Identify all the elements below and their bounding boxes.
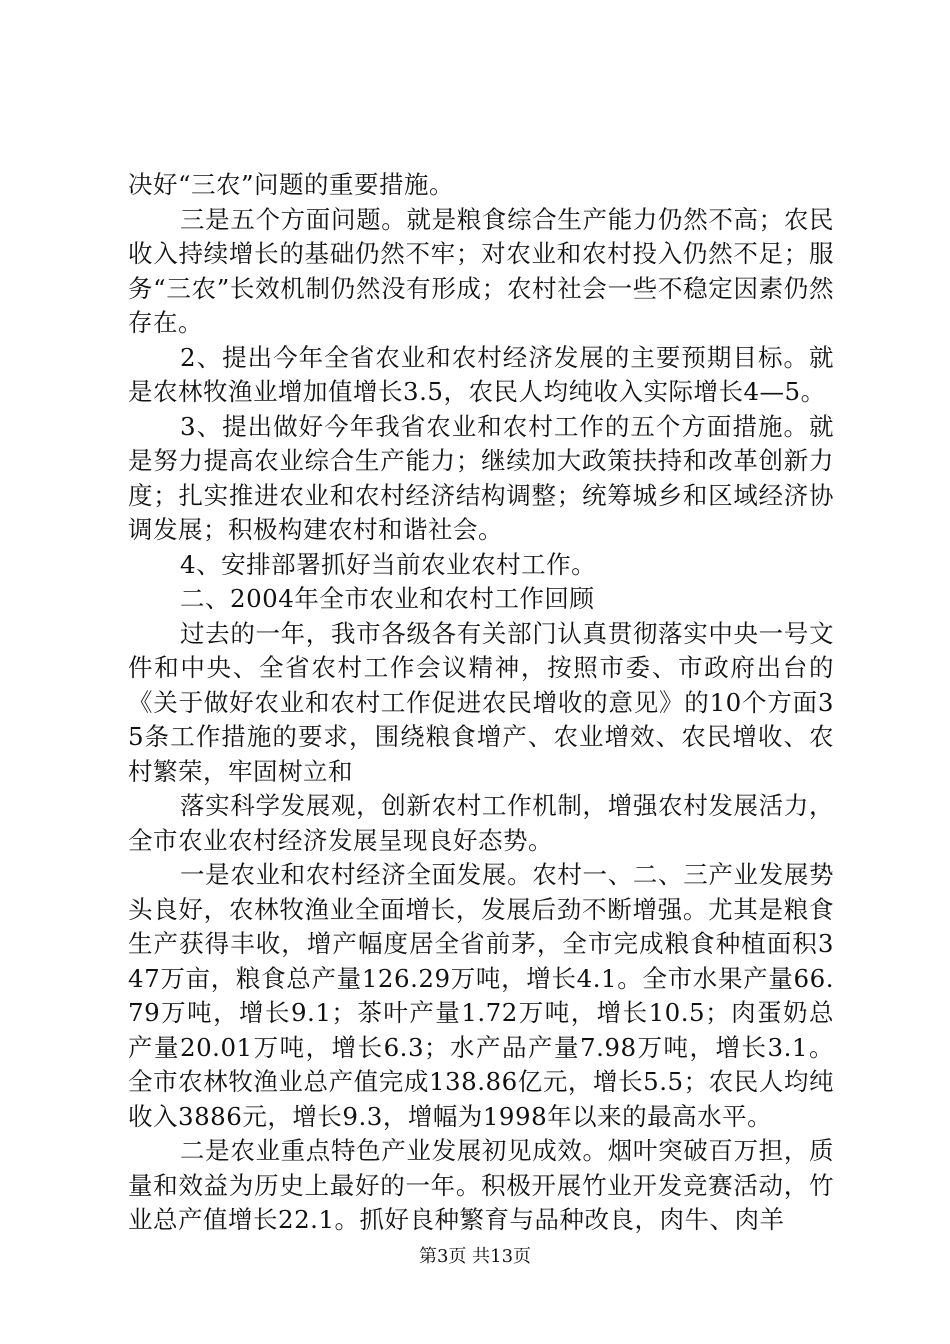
paragraph-2: 三是五个方面问题。就是粮食综合生产能力仍然不高；农民收入持续增长的基础仍然不牢；对农业和农村投入仍然不足；服务“三农”长效机制仍然没有形成；农村社会一些不稳定因素仍然存在。: [128, 204, 834, 337]
document-body: [128, 168, 834, 1238]
paragraph-4: 3、提出做好今年我省农业和农村工作的五个方面措施。就是努力提高农业综合生产能力；继续加大政策扶持和改革创新力度；扎实推进农业和农村经济结构调整；统筹城乡和区域经济协调发展；积极构建农村和谐社会。: [128, 411, 834, 544]
paragraph-10: 二是农业重点特色产业发展初见成效。烟叶突破百万担，质量和效益为历史上最好的一年。积极开展竹业开发竞赛活动，竹业总产值增长22.1。抓好良种繁育与品种改良，肉牛、肉羊: [128, 1136, 834, 1234]
paragraph-9: 一是农业和农村经济全面发展。农村一、二、三产业发展势头良好，农林牧渔业全面增长，发展后劲不断增强。尤其是粮食生产获得丰收，增产幅度居全省前茅，全市完成粮食种植面积347万亩，粮食总产量126.29万吨，增长4.1。全市水果产量66.79万吨，增长9.1；茶叶产量1.72万吨，增长10.5；肉蛋奶总产量20.01万吨，增长6.3；水产品产量7.98万吨，增长3.1。全市农林牧渔业总产值完成138.86亿元，增长5.5；农民人均纯收入3886元，增长9.3，增幅为1998年以来的最高水平。: [128, 860, 834, 1131]
paragraph-7: 过去的一年，我市各级各有关部门认真贯彻落实中央一号文件和中央、全省农村工作会议精神，按照市委、市政府出台的《关于做好农业和农村工作促进农民增收的意见》的10个方面35条工作措施的要求，围绕粮食增产、农业增效、农民增收、农村繁荣，牢固树立和: [128, 618, 834, 786]
paragraph-1: 决好“三农”问题的重要措施。: [128, 170, 455, 199]
paragraph-8: 落实科学发展观，创新农村工作机制，增强农村发展活力，全市农业农村经济发展呈现良好态势。: [128, 791, 834, 855]
paragraph-5: 4、安排部署抓好当前农业农村工作。: [180, 549, 597, 579]
paragraph-3: 2、提出今年全省农业和农村经济发展的主要预期目标。就是农林牧渔业增加值增长3.5，农民人均纯收入实际增长4—5。: [128, 342, 834, 406]
section-heading: 二、2004年全市农业和农村工作回顾: [180, 584, 595, 613]
page-number-footer: 第3页 共13页: [418, 1246, 532, 1267]
